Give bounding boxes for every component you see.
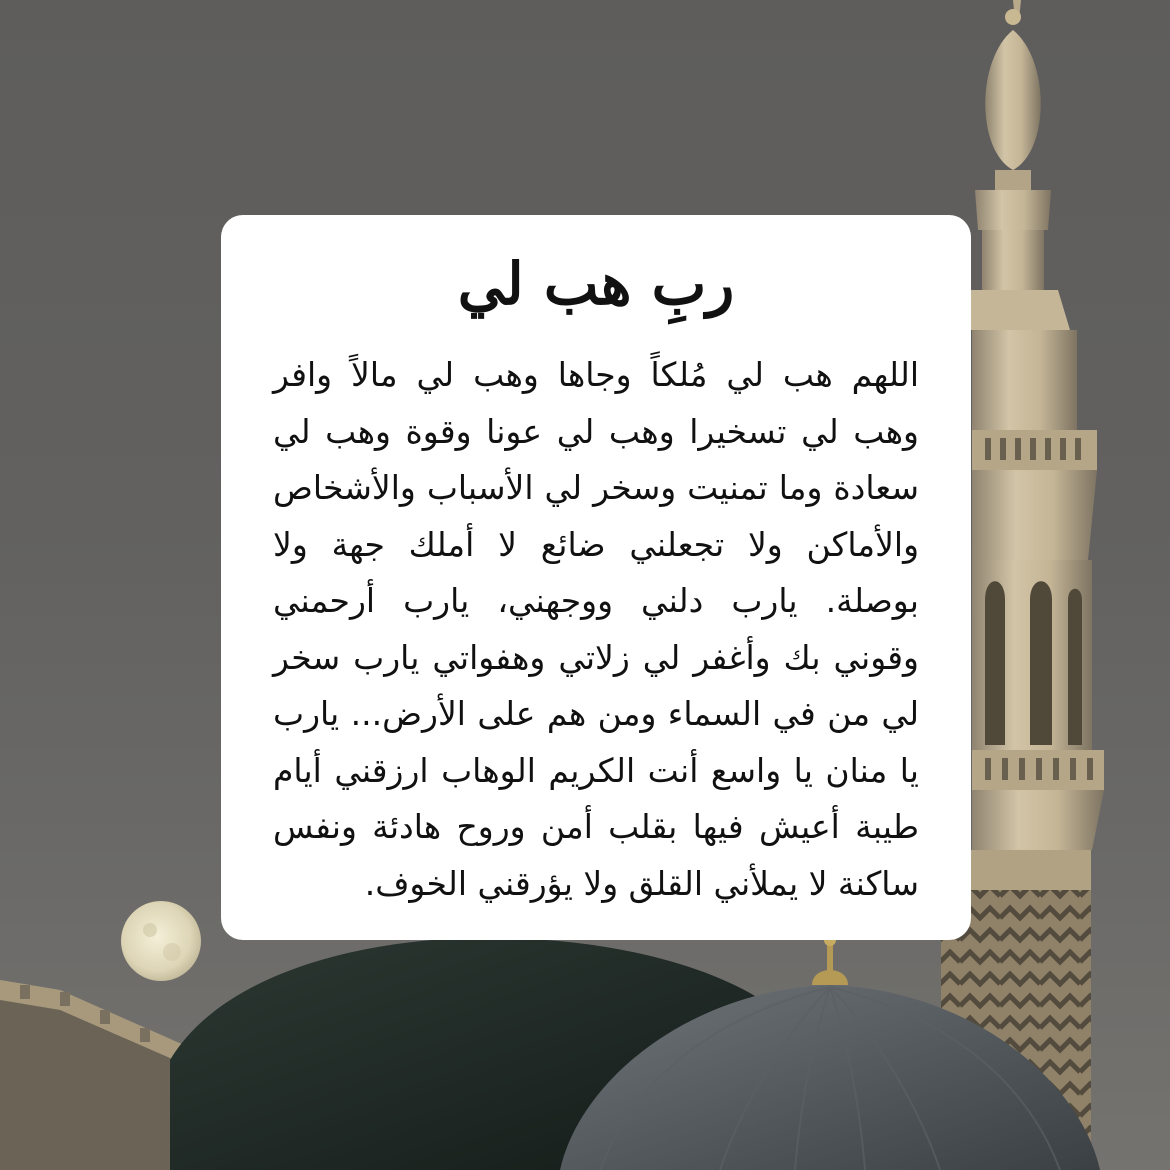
dua-card	[221, 215, 971, 940]
moon	[121, 901, 201, 981]
card-body: اللهم هب لي مُلكاً وجاها وهب لي مالاً وافر وهب لي تسخيرا وهب لي عونا وقوة وهب لي سعادة وما تمنيت وسخر لي الأسباب والأشخاص والأماكن ولا تجعلني ضائع لا أملك جهة ولا بوصلة. يارب دلني ووجهني، يارب أرحمني وقوني بك وأغفر لي زلاتي وهفواتي يارب سخر لي من في السماء ومن هم على الأرض... يارب يا منان يا واسع أنت الكريم الوهاب ارزقني أيام طيبة أعيش فيها بقلب أمن وروح هادئة ونفس ساكنة لا يملأني القلق ولا يؤرقني الخوف.	[273, 355, 919, 903]
card-title: ربِ هب لي	[457, 250, 735, 318]
